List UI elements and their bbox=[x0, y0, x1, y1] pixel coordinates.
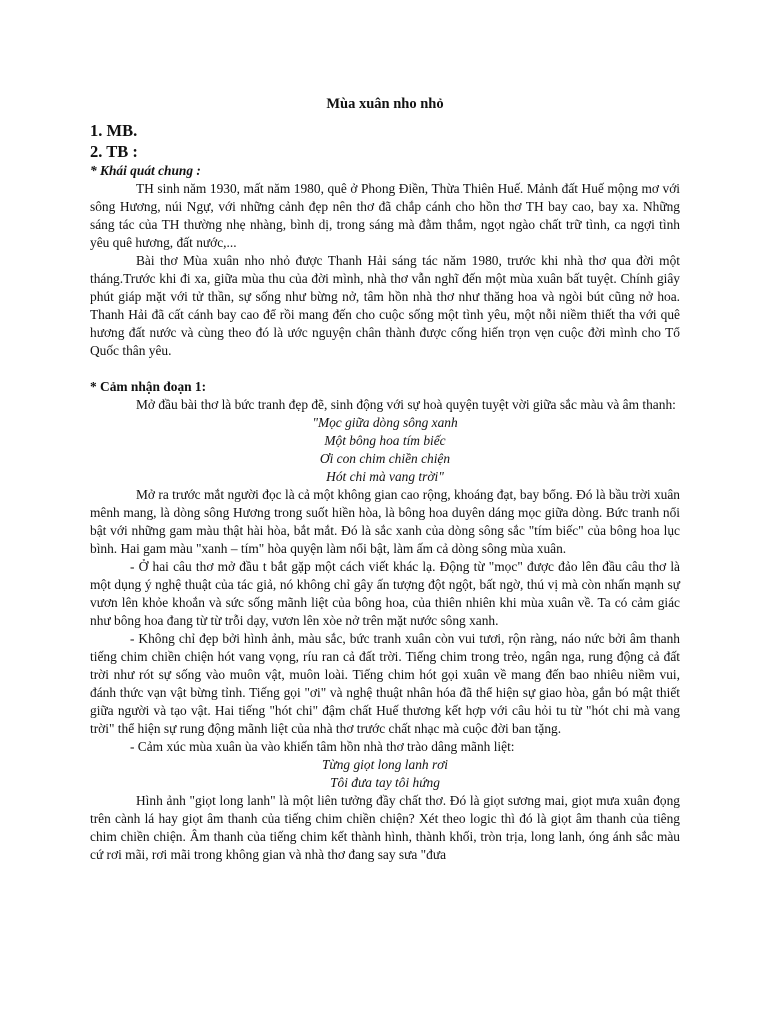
overview-heading: * Khái quát chung : bbox=[90, 163, 201, 178]
overview-paragraph-2: Bài thơ Mùa xuân nho nhỏ được Thanh Hải sáng tác năm 1980, trước khi nhà thơ qua đời một tháng.Trước khi đi xa, giữa mùa thu của đời mình, nhà thơ vẫn nghĩ đến một mùa xuân bất tuyệt. Chính giây phút giáp mặt với tử thần, sự sống như bừng nở, tâm hồn nhà thơ như thăng hoa và ngòi bút cũng nở hoa. Thanh Hải đã cất cánh bay cao để rồi mang đến cho cuộc sống một tình yêu, một nỗi niềm thiết tha với quê hương đất nước và cùng theo đó là ước nguyện chân thành được cống hiến trọn vẹn cuộc đời mình cho Tổ Quốc thân yêu. bbox=[90, 253, 680, 358]
document-body bbox=[90, 94, 680, 864]
part1-heading: * Cảm nhận đoạn 1: bbox=[90, 379, 207, 394]
part1-paragraph-6: Hình ảnh "giọt long lanh" là một liên tưởng đầy chất thơ. Đó là giọt sương mai, giọt mưa xuân đọng trên cành lá hay giọt âm thanh của tiếng chim chiền chiện? Xét theo logic thì đó là giọt âm thanh của tiêng chim chiền chiện. Âm thanh của tiếng chim kết thành hình, thành khối, tròn trịa, long lanh, óng ánh sắc màu cứ rơi mãi, rơi mãi trong không gian và nhà thơ đang say sưa "đưa bbox=[90, 793, 680, 862]
poem-line: "Mọc giữa dòng sông xanh bbox=[312, 415, 458, 430]
poem-line: Hót chi mà vang trời" bbox=[326, 469, 444, 484]
poem-line: Tôi đưa tay tôi hứng bbox=[330, 775, 440, 790]
poem-excerpt-2 bbox=[90, 756, 680, 792]
part1-intro-paragraph: Mở đầu bài thơ là bức tranh đẹp đẽ, sinh động với sự hoà quyện tuyệt vời giữa sắc màu và âm thanh: bbox=[136, 397, 676, 412]
poem-line: Một bông hoa tím biếc bbox=[324, 433, 446, 448]
part1-paragraph-4: - Không chỉ đẹp bởi hình ảnh, màu sắc, bức tranh xuân còn vui tươi, rộn ràng, náo nức bởi âm thanh tiếng chim chiền chiện hót vang vọng, ríu ran cả đất trời. Tiếng chim trong trẻo, ngân nga, rung động cả đất trời như rót sự sống vào muôn vật, muôn loài. Tiếng chim hót gọi xuân về mang đến bao nhiêu niềm vui, đánh thức vạn vật bừng tỉnh. Tiếng gọi "ơi" và nghệ thuật nhân hóa đã thể hiện sự giao hòa, gắn bó mật thiết giữa người và tạo vật. Hai tiếng "hót chi" đậm chất Huế thương kết hợp với câu hỏi tu từ "hót chi mà vang trời" thể hiện sự rung động mãnh liệt của nhà thơ trước chất nhạc mà cuộc đời ban tặng. bbox=[90, 631, 680, 736]
poem-excerpt-1 bbox=[90, 414, 680, 486]
poem-line: Ơi con chim chiền chiện bbox=[319, 451, 451, 466]
overview-paragraph-1: TH sinh năm 1930, mất năm 1980, quê ở Phong Điền, Thừa Thiên Huế. Mảnh đất Huế mộng mơ với sông Hương, núi Ngự, với những cảnh đẹp nên thơ đã chắp cánh cho hồn thơ TH bay cao, bay xa. Những sáng tác của TH thường nhẹ nhàng, bình dị, trong sáng mà đằm thắm, ngọt ngào chất trữ tình, ca ngợi tình yêu quê hương, đất nước,... bbox=[90, 181, 680, 250]
part1-paragraph-2: Mở ra trước mắt người đọc là cả một không gian cao rộng, khoáng đạt, bay bổng. Đó là bầu trời xuân mênh mang, là dòng sông Hương trong suốt hiền hòa, là bông hoa duyên dáng mọc giữa dòng. Bức tranh nổi bật với những gam màu thật hài hòa, bắt mắt. Đó là sắc xanh của dòng sông sắc "tím biếc" của bông hoa lục bình. Hai gam màu "xanh – tím" hòa quyện làm nổi bật, làm ấm cả dòng sông mùa xuân. bbox=[90, 487, 680, 556]
part1-paragraph-3: - Ở hai câu thơ mở đầu t bắt gặp một cách viết khác lạ. Động từ "mọc" được đảo lên đầu câu thơ là một dụng ý nghệ thuật của tác giả, nó không chỉ gây ấn tượng đột ngột, bất ngờ, thú vị mà còn nhấn mạnh sự vươn lên khỏe khoắn và sức sống mãnh liệt của bông hoa, của thiên nhiên khi mùa xuân về. Ta có cảm giác như bông hoa đang từ từ trỗi dạy, vươn lên xòe nở trên mặt nước sông xanh. bbox=[90, 559, 680, 628]
part1-paragraph-5: - Cảm xúc mùa xuân ùa vào khiến tâm hồn nhà thơ trào dâng mãnh liệt: bbox=[130, 739, 515, 754]
poem-line: Từng giọt long lanh rơi bbox=[321, 757, 449, 772]
document-title: Mùa xuân nho nhỏ bbox=[326, 96, 444, 112]
section-heading-mb: 1. MB. bbox=[90, 121, 138, 140]
section-heading-tb: 2. TB : bbox=[90, 142, 138, 161]
